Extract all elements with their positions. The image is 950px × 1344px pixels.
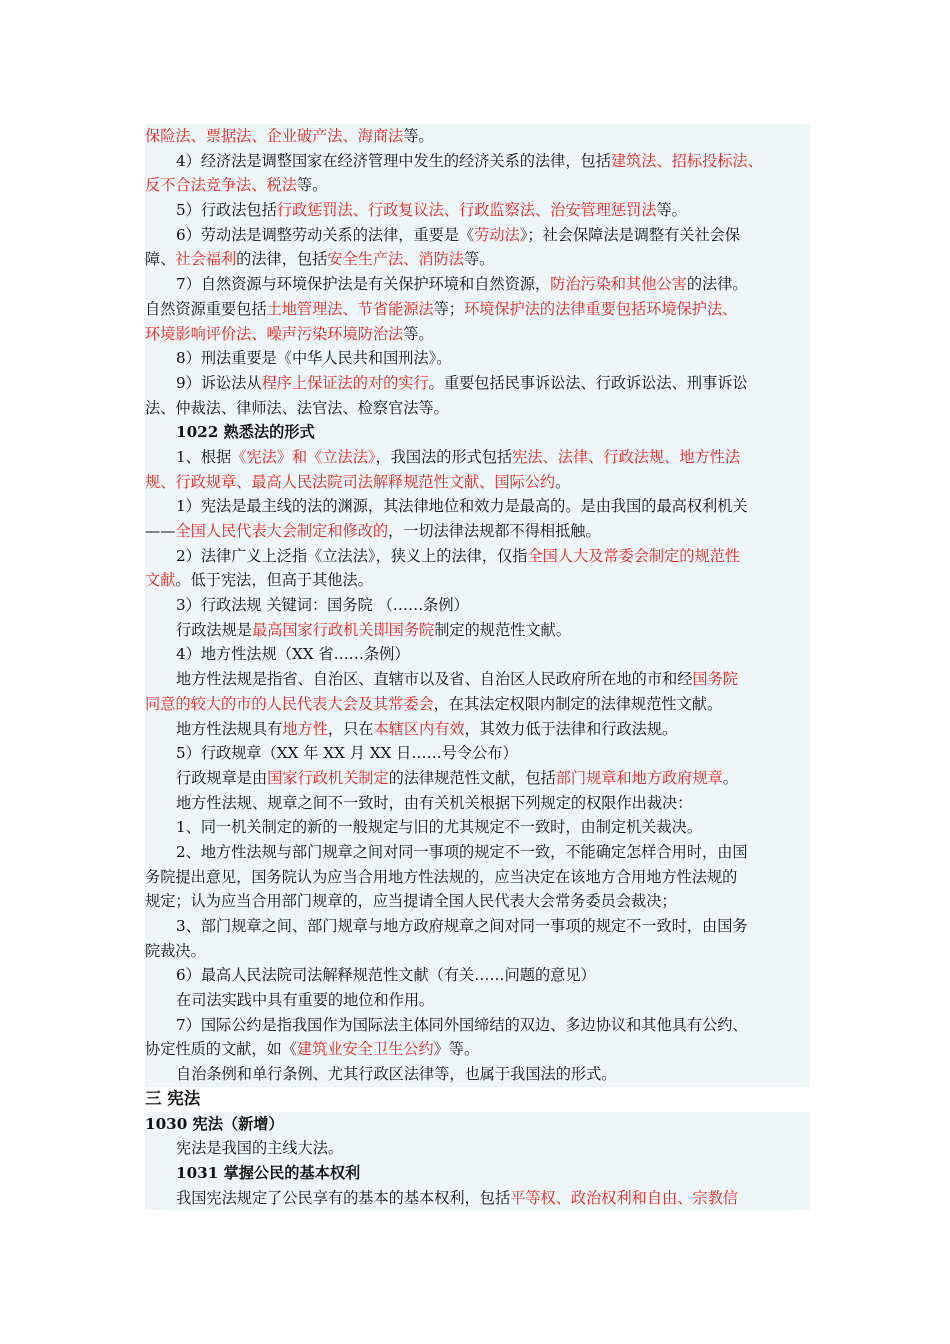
highlighted-text: 反不合法竞争法、税法	[145, 176, 297, 195]
text-segment: 6）最高人民法院司法解释规范性文献（有关……问题的意见）	[176, 966, 596, 985]
text-segment: 务院提出意见，国务院认为应当合用地方性法规的，应当决定在该地方合用地方性法规的	[145, 867, 738, 886]
text-segment: ，其效力低于法律和行政法规。	[464, 719, 678, 738]
text-line	[145, 939, 810, 964]
highlighted-text: 保险法、票据法、企业破产法、海商法	[145, 127, 404, 145]
text-segment: 等；	[433, 299, 464, 318]
highlighted-text: 国家行政机关制定	[267, 768, 389, 787]
text-segment: 3、部门规章之间、部门规章与地方政府规章之间对同一事项的规定不一致时，由国务	[176, 917, 748, 935]
text-line	[145, 223, 810, 248]
text-segment: 行政法规是	[176, 620, 252, 639]
text-segment: 。	[555, 472, 571, 491]
highlighted-text: 部门规章和地方政府规章	[555, 768, 723, 787]
text-segment: 自治条例和单行条例、尤其行政区法律等，也属于我国法的形式。	[176, 1065, 617, 1084]
text-segment: 1030 宪法（新增）	[145, 1114, 284, 1133]
text-line	[145, 1186, 810, 1211]
text-segment: 行政规章是由	[176, 768, 268, 787]
text-segment: ——	[145, 522, 176, 540]
text-line	[145, 198, 810, 223]
text-segment: 法、仲裁法、律师法、法官法、检察官法等。	[145, 398, 449, 417]
highlighted-text: 规、行政规章、最高人民法院司法解释规范性文献、国际公约	[145, 472, 556, 491]
highlighted-text: 宪法、法律、行政法规、地方性法	[512, 447, 741, 466]
text-segment: 三 宪法	[145, 1088, 201, 1108]
text-line	[145, 889, 810, 914]
text-segment: 我国宪法规定了公民享有的基本的基本权利，包括	[176, 1188, 511, 1207]
text-segment: 4）经济法是调整国家在经济管理中发生的经济关系的法律，包括	[176, 151, 611, 170]
text-line	[145, 494, 810, 519]
text-segment: 》等。	[433, 1040, 480, 1059]
text-segment: 2、地方性法规与部门规章之间对同一事项的规定不一致，不能确定怎样合用时，由国	[176, 842, 748, 861]
highlighted-text: 环境保护法的法律重要包括环境保护法、	[463, 299, 738, 318]
highlighted-text: 全国人大及常委会制定的规范性	[527, 546, 741, 565]
text-segment: 1031 掌握公民的基本权利	[176, 1163, 361, 1182]
section-heading	[145, 1087, 810, 1112]
text-segment: ，只在	[327, 719, 374, 738]
text-line	[145, 667, 810, 692]
text-line	[145, 865, 810, 890]
text-segment: 4）地方性法规（XX 省……条例）	[176, 645, 410, 664]
text-segment: 7）自然资源与环境保护法是有关保护环境和自然资源，	[176, 275, 551, 294]
text-line	[145, 1136, 810, 1161]
text-segment: 》；社会保障法是调整有关社会保	[519, 225, 741, 244]
text-segment: 宪法是我国的主线大法。	[176, 1139, 344, 1158]
text-line	[145, 346, 810, 371]
highlighted-text: 防治污染和其他公害	[550, 275, 687, 294]
text-segment: 在司法实践中具有重要的地位和作用。	[176, 991, 435, 1010]
text-segment: 协定性质的文献，如《	[145, 1040, 297, 1059]
text-segment: 等。	[296, 176, 328, 195]
text-segment: ，一切法律法规都不得相抵触。	[388, 522, 601, 540]
text-segment: 。重要包括民事诉讼法、行政诉讼法、刑事诉讼	[428, 373, 748, 392]
text-segment: 制定的规范性文献。	[434, 620, 571, 639]
text-line	[145, 692, 810, 717]
highlighted-text: 文献	[145, 571, 176, 590]
text-segment: 自然资源重要包括	[145, 299, 267, 318]
highlighted-text: 本辖区内有效	[373, 719, 465, 738]
text-line	[145, 470, 810, 495]
text-segment: ，在其法定权限内制定的法律规范性文献。	[433, 694, 723, 713]
text-segment: 障、	[145, 250, 176, 269]
text-line	[145, 963, 810, 988]
text-segment: 地方性法规是指省、自治区、直辖市以及省、自治区人民政府所在地的市和经	[176, 670, 693, 689]
text-line	[145, 322, 810, 347]
text-segment: 2）法律广义上泛指《立法法》，狭义上的法律，仅指	[176, 546, 528, 565]
text-line	[145, 791, 810, 816]
subsection-heading	[145, 1161, 810, 1186]
text-line	[145, 396, 810, 421]
text-line	[145, 840, 810, 865]
text-segment: 地方性法规、规章之间不一致时，由有关机关根据下列规定的权限作出裁决：	[176, 793, 693, 812]
text-segment: 的法律。	[686, 275, 748, 294]
text-line	[145, 173, 810, 198]
text-segment: 等。	[403, 127, 434, 145]
text-segment: 的法律规范性文献，包括	[388, 768, 556, 787]
highlighted-text: 安全生产法、消防法	[327, 250, 464, 269]
text-line	[145, 568, 810, 593]
text-line	[145, 445, 810, 470]
text-segment: 9）诉讼法从	[176, 373, 262, 392]
text-segment: 的法律，包括	[236, 250, 328, 269]
highlighted-text: 国务院	[692, 670, 738, 689]
text-segment: 1022 熟悉法的形式	[176, 423, 315, 442]
text-segment: 等。	[656, 201, 687, 220]
text-line	[145, 717, 810, 742]
highlighted-text: 劳动法	[474, 225, 520, 244]
text-line	[145, 247, 810, 272]
text-line	[145, 272, 810, 297]
text-line	[145, 815, 810, 840]
text-line	[145, 297, 810, 322]
text-segment: 等。	[463, 250, 495, 269]
document-body	[145, 124, 810, 1210]
text-segment: 7）国际公约是指我国作为国际法主体同外国缔结的双边、多边协议和其他具有公约、	[176, 1015, 748, 1034]
text-segment: 。	[722, 768, 738, 787]
highlighted-text: 社会福利	[175, 250, 237, 269]
text-segment: 5）行政法包括	[176, 201, 277, 220]
text-line	[145, 988, 810, 1013]
text-segment: 地方性法规具有	[176, 719, 283, 738]
text-segment: 等。	[403, 324, 434, 343]
text-line	[145, 544, 810, 569]
text-segment: ，我国法的形式包括	[375, 447, 513, 466]
text-segment: 1）宪法是最主线的法的渊源，其法律地位和效力是最高的。是由我国的最高权利机关	[176, 497, 748, 516]
text-segment: 6）劳动法是调整劳动关系的法律，重要是《	[176, 225, 475, 244]
highlighted-text: 最高国家行政机关即国务院	[251, 620, 435, 639]
highlighted-text: 程序上保证法的对的实行	[261, 373, 429, 392]
highlighted-text: 土地管理法、节省能源法	[266, 299, 434, 318]
highlighted-text: 平等权、政治权利和自由、宗教信	[510, 1188, 738, 1207]
text-segment: 规定；认为应当合用部门规章的，应当提请全国人民代表大会常务委员会裁决；	[145, 892, 677, 911]
text-line	[145, 766, 810, 791]
text-segment: 3）行政法规 关键词：国务院 （……条例）	[176, 596, 469, 615]
text-line	[145, 519, 810, 544]
text-line	[145, 149, 810, 174]
text-line	[145, 618, 810, 643]
highlighted-text: 地方性	[282, 719, 328, 738]
text-line	[145, 1062, 810, 1087]
text-line	[145, 741, 810, 766]
highlighted-text: 全国人民代表大会制定和修改的	[175, 522, 388, 540]
subsection-heading	[145, 1112, 810, 1137]
text-segment: 1、同一机关制定的新的一般规定与旧的尤其规定不一致时，由制定机关裁决。	[176, 818, 703, 837]
text-line	[145, 914, 810, 939]
text-line	[145, 1013, 810, 1038]
text-line	[145, 371, 810, 396]
text-segment: 1、根据	[176, 447, 232, 466]
text-segment: 。低于宪法，但高于其他法。	[175, 571, 373, 590]
subsection-heading	[145, 420, 810, 445]
highlighted-text: 《宪法》和《立法法》	[231, 447, 376, 466]
text-line	[145, 593, 810, 618]
text-line	[145, 1037, 810, 1062]
text-segment: 5）行政规章（XX 年 XX 月 XX 日……号令公布）	[176, 744, 518, 763]
text-segment: 8）刑法重要是《中华人民共和国刑法》。	[176, 349, 452, 368]
text-segment: 院裁决。	[145, 941, 206, 960]
highlighted-text: 建筑业安全卫生公约	[296, 1040, 434, 1059]
text-line	[145, 124, 810, 149]
highlighted-text: 行政惩罚法、行政复议法、行政监察法、治安管理惩罚法	[276, 201, 657, 220]
text-line	[145, 642, 810, 667]
highlighted-text: 同意的较大的市的人民代表大会及其常委会	[145, 694, 434, 713]
highlighted-text: 建筑法、招标投标法、	[610, 151, 763, 170]
highlighted-text: 环境影响评价法、噪声污染环境防治法	[145, 324, 404, 343]
